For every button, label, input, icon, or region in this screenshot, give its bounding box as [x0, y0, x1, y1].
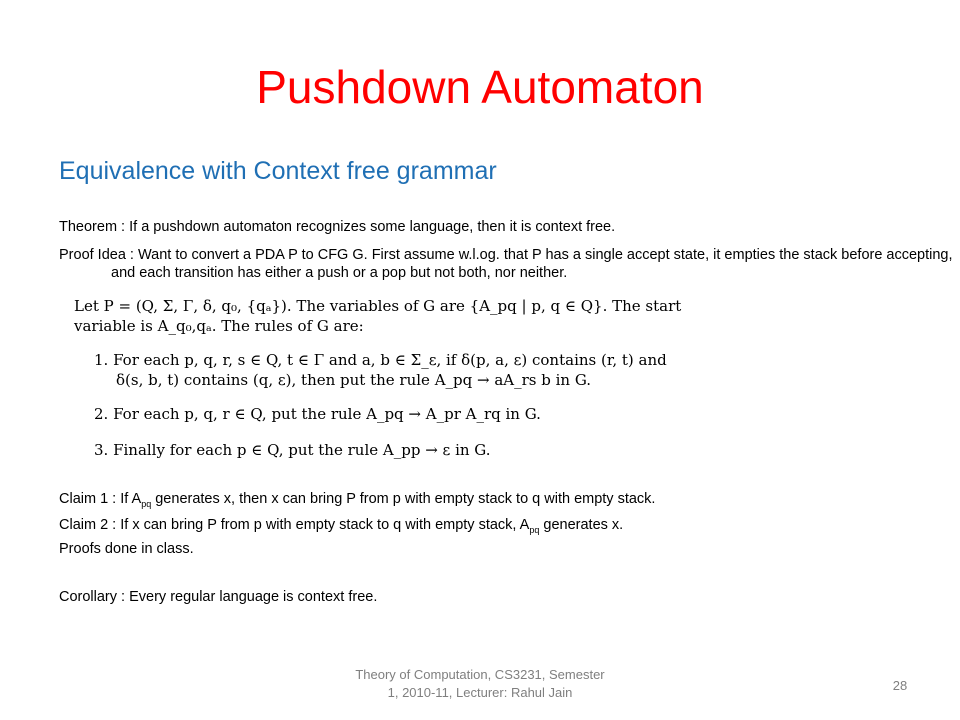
corollary-text: Corollary : Every regular language is context free. — [59, 589, 378, 605]
construction-block — [74, 296, 714, 466]
slide-subtitle: Equivalence with Context free grammar — [59, 157, 497, 185]
footer-line-2: 1, 2010-11, Lecturer: Rahul Jain — [387, 685, 573, 700]
proof-idea-text: Proof Idea : Want to convert a PDA P to CFG G. First assume w.l.og. that P has a single accept state, it empties the stack before accepting, and each transition has either a push or a pop but not both, nor neither. — [59, 247, 953, 281]
footer-text — [326, 666, 634, 702]
claim-1-sub: pq — [141, 498, 152, 509]
rule-3: 3. Finally for each p ∈ Q, put the rule A_pp → ε in G. — [94, 441, 491, 459]
claim-1 — [59, 490, 655, 513]
rule-2: 2. For each p, q, r ∈ Q, put the rule A_pq → A_pr A_rq in G. — [94, 405, 541, 423]
footer-line-1: Theory of Computation, CS3231, Semester — [355, 667, 605, 682]
rule-1-line-2: δ(s, b, t) contains (q, ε), then put the rule A_pq → aA_rs b in G. — [116, 371, 592, 389]
theorem-text: Theorem : If a pushdown automaton recognizes some language, then it is context free. — [59, 219, 616, 235]
construction-intro-1: Let P = (Q, Σ, Γ, δ, q₀, {qₐ}). The variables of G are {A_pq | p, q ∈ Q}. The start — [74, 297, 682, 315]
page-number: 28 — [892, 678, 908, 693]
claim-2-sub: pq — [529, 524, 540, 535]
claim-1-after: generates x, then x can bring P from p with empty stack to q with empty stack. — [151, 491, 656, 507]
slide-title: Pushdown Automaton — [256, 61, 704, 113]
proofs-note: Proofs done in class. — [59, 541, 194, 557]
claim-2-before: Claim 2 : If x can bring P from p with empty stack to q with empty stack, A — [59, 517, 530, 533]
construction-intro-2: variable is A_q₀,qₐ. The rules of G are: — [74, 317, 364, 335]
claim-2-after: generates x. — [539, 517, 624, 533]
rule-1-line-1: 1. For each p, q, r, s ∈ Q, t ∈ Γ and a, b ∈ Σ_ε, if δ(p, a, ε) contains (r, t) and — [94, 351, 667, 369]
claim-2 — [59, 516, 623, 539]
claim-1-before: Claim 1 : If A — [59, 491, 142, 507]
